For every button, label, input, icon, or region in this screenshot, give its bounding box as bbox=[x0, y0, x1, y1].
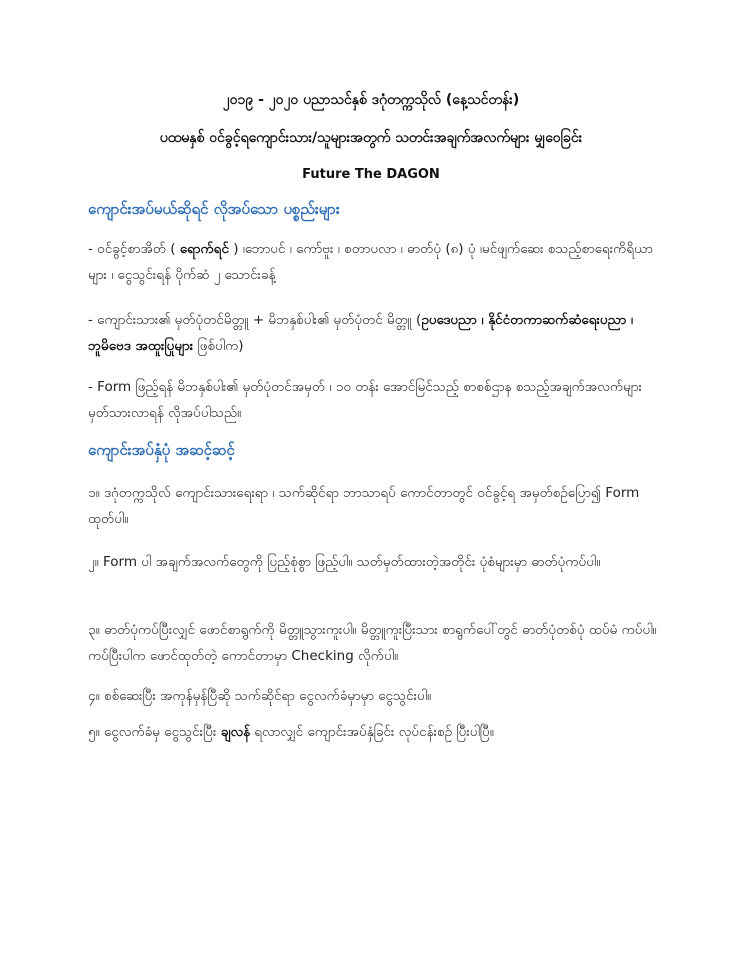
step-text: ၅။ ငွေလက်ခံမှ ငွေသွင်းပြီး bbox=[88, 724, 221, 740]
item-text: - ဝင်ခွင့်စာအိတ် ( bbox=[88, 241, 180, 257]
item-emphasis: ရောက်ရင် bbox=[179, 241, 229, 257]
brand-name: Future The DAGON bbox=[302, 167, 440, 182]
enrollment-step-5 bbox=[88, 719, 668, 745]
enrollment-step-2: ၂။ Form ပါ အချက်အလက်တွေကို ပြည့်စုံစွာ ဖြည့်ပါ။ သတ်မှတ်ထားတဲ့အတိုင်း ပုံစံများမှာ ဓာတ်ပုံကပ်ပါ။ bbox=[88, 554, 601, 570]
step-emphasis: ချလန် bbox=[220, 724, 251, 740]
enrollment-step-4: ၄။ စစ်ဆေးပြီး အကုန်မှန်ပြီဆို သက်ဆိုင်ရာ ငွေလက်ခံမှာမှာ ငွေသွင်းပါ။ bbox=[88, 688, 432, 704]
required-item-form-info: - Form ဖြည့်ရန် မိဘနှစ်ပါး၏ မှတ်ပုံတင်အမှတ် ၊ ၁၀ တန်း အောင်မြင်သည့် စာစစ်ဌာန စသည့်အချက်အလက်များ မှတ်သားလာရန် လိုအပ်ပါသည်။ bbox=[88, 379, 642, 421]
item-text: ဖြစ်ပါက) bbox=[193, 338, 244, 354]
document-subtitle: ပထမနှစ် ဝင်ခွင့်ရကျောင်းသား/သူများအတွက် သတင်းအချက်အလက်များ မျှဝေခြင်း bbox=[159, 130, 583, 146]
required-item-id-copies bbox=[88, 307, 668, 359]
document-title: ၂၀၁၉ - ၂၀၂၀ ပညာသင်နှစ် ဒဂုံတက္ကသိုလ် (နေ့သင်တန်း) bbox=[222, 92, 520, 108]
item-text: ) ၊ဘောပင် ၊ ကော်ဗူး ၊ စတာပလာ ၊ ဓာတ်ပုံ (၈) ပုံ ၊မင်ဖျက်ဆေး စသည့်စာရေးကိရိယာများ ၊ ငွေသွင်းရန် ပိုက်ဆံ ၂ သောင်းခန့် bbox=[88, 241, 653, 283]
required-item-envelope-stationery bbox=[88, 236, 668, 288]
enrollment-step-3: ၃။ ဓာတ်ပုံကပ်ပြီးလျှင် ဖောင်စာရွက်ကို မိတ္တူသွားကူးပါ။ မိတ္တူကူးပြီးသား စာရွက်ပေါ်တွင် ဓာတ်ပုံတစ်ပုံ ထပ်မံ ကပ်ပါ။ ကပ်ပြီးပါက ဖောင်ထုတ်တဲ့ ကောင်တာမှာ Checking လိုက်ပါ။ bbox=[88, 622, 657, 664]
section-heading-enrollment-steps: ကျောင်းအပ်နှံပုံ အဆင့်ဆင့် bbox=[88, 441, 235, 459]
section-heading-required-items: ကျောင်းအပ်မယ်ဆိုရင် လိုအပ်သော ပစ္စည်းများ bbox=[88, 200, 340, 218]
step-text: ရလာလျှင် ကျောင်းအပ်နှံခြင်း လုပ်ငန်းစဉ် ပြီးပါပြီ။ bbox=[250, 724, 494, 740]
item-text: - ကျောင်းသား၏ မှတ်ပုံတင်မိတ္တူ + မိဘနှစ်ပါး၏ မှတ်ပုံတင် မိတ္တူ ( bbox=[88, 312, 422, 328]
enrollment-step-1: ၁။ ဒဂုံတက္ကသိုလ် ကျောင်းသားရေးရာ ၊ သက်ဆိုင်ရာ ဘာသာရပ် ကောင်တာတွင် ဝင်ခွင့်ရ အမှတ်စဉ်ပြော၍ Form ထုတ်ပါ။ bbox=[88, 485, 640, 527]
item-emphasis: ဥပဒေပညာ ၊ နိုင်ငံတကာဆက်ဆံရေးပညာ ၊ ဘူမိဗေဒ အထူးပြုများ bbox=[88, 312, 634, 354]
